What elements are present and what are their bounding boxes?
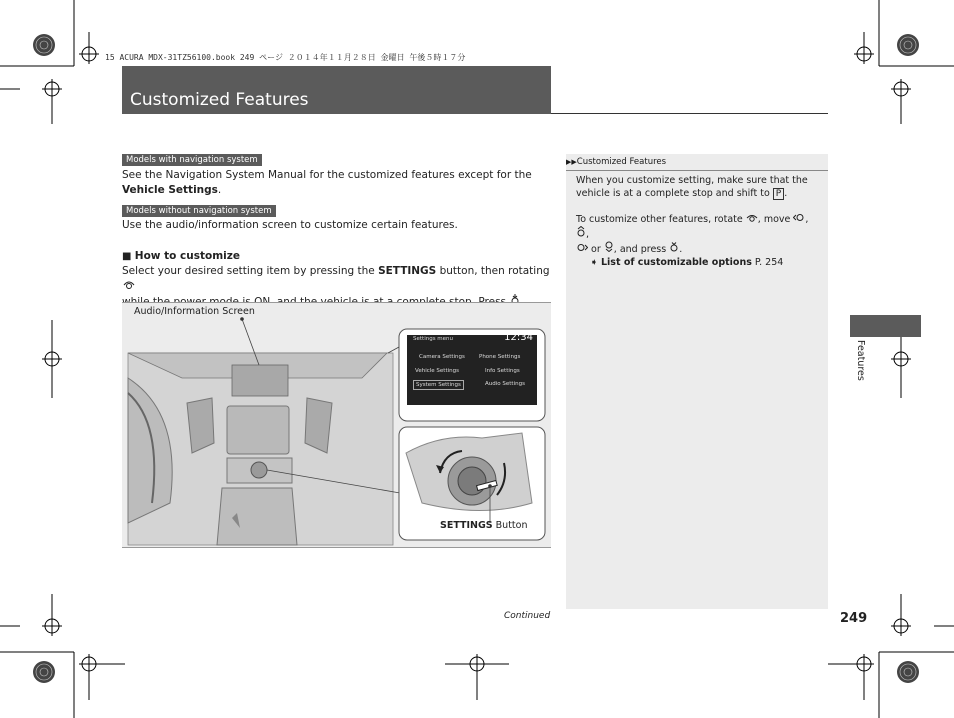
settings-term: SETTINGS <box>378 265 437 277</box>
note-arrow-icon: ▶▶ <box>566 158 577 166</box>
menu-item-camera: Camera Settings <box>419 354 465 360</box>
section-tab <box>850 315 921 337</box>
link-arrow-icon: ➧ <box>590 257 598 268</box>
dashboard-figure <box>122 302 551 548</box>
side-note-1-text: When you customize setting, make sure that the vehicle is at a complete stop and shift to <box>576 175 808 199</box>
side-notes-title: Customized Features <box>576 157 667 167</box>
customizable-options-page[interactable]: P. 254 <box>751 257 784 268</box>
side-note-2d: , <box>586 229 590 240</box>
side-note-2f: , and press <box>613 244 667 255</box>
how-text-1: Select your desired setting item by pressing the <box>122 265 379 277</box>
tag-with-navigation: Models with navigation system <box>122 154 262 166</box>
move-right-icon <box>576 244 588 255</box>
label-audio-screen: Audio/Information Screen <box>134 306 255 317</box>
how-text-2: button, then rotating <box>436 265 550 277</box>
screen-title: Settings menu <box>413 336 454 342</box>
side-note-2a: To customize other features, rotate <box>576 214 743 225</box>
nav-paragraph <box>122 168 547 198</box>
side-note-2g: . <box>679 244 683 255</box>
menu-item-phone: Phone Settings <box>479 354 521 360</box>
menu-item-vehicle: Vehicle Settings <box>415 368 459 374</box>
print-header: 15 ACURA MDX-31TZ56100.book 249 ページ ２０１４年１１月２８日 金曜日 午後５時１７分 <box>105 53 466 62</box>
customizable-options-link[interactable]: List of customizable options <box>601 257 752 268</box>
side-note-2 <box>576 213 816 269</box>
nav-text-end: . <box>217 184 222 196</box>
label-settings-bold: SETTINGS <box>440 520 493 531</box>
press-knob-icon <box>669 244 679 255</box>
dashboard-illustration <box>122 303 551 547</box>
side-notes-panel <box>566 154 828 609</box>
side-note-2c: , <box>805 214 809 225</box>
page-title: Customized Features <box>130 90 309 110</box>
menu-item-system: System Settings <box>413 380 464 390</box>
continued-note: Continued <box>504 611 551 621</box>
nav-text: See the Navigation System Manual for the customized features except for the <box>122 169 532 181</box>
side-note-1 <box>576 174 811 200</box>
tag-without-navigation: Models without navigation system <box>122 205 276 217</box>
menu-item-audio: Audio Settings <box>485 381 525 387</box>
how-to-customize-heading: ■ How to customize <box>122 250 240 262</box>
page-number: 249 <box>840 611 868 626</box>
no-nav-text: Use the audio/information screen to customize certain features. <box>122 219 458 231</box>
section-label: Features <box>855 340 866 381</box>
side-note-2e: or <box>591 244 601 255</box>
side-note-1-end: . <box>784 188 788 199</box>
label-settings-button <box>440 520 527 531</box>
rotate-knob-icon <box>746 214 758 225</box>
label-button-rest: Button <box>492 520 528 531</box>
title-rule <box>551 113 828 114</box>
rotate-knob-icon <box>122 280 136 292</box>
move-up-icon <box>576 229 586 240</box>
side-note-2b: , move <box>757 214 791 225</box>
how-heading-text: How to customize <box>134 250 240 262</box>
vehicle-settings-term: Vehicle Settings <box>122 184 218 196</box>
move-left-icon <box>793 214 805 225</box>
move-down-icon <box>604 244 614 255</box>
park-position-icon: P <box>773 188 784 200</box>
screen-time: 12:34 <box>504 332 533 343</box>
menu-item-info: Info Settings <box>485 368 520 374</box>
side-notes-header <box>566 154 828 171</box>
title-bar <box>122 66 551 114</box>
